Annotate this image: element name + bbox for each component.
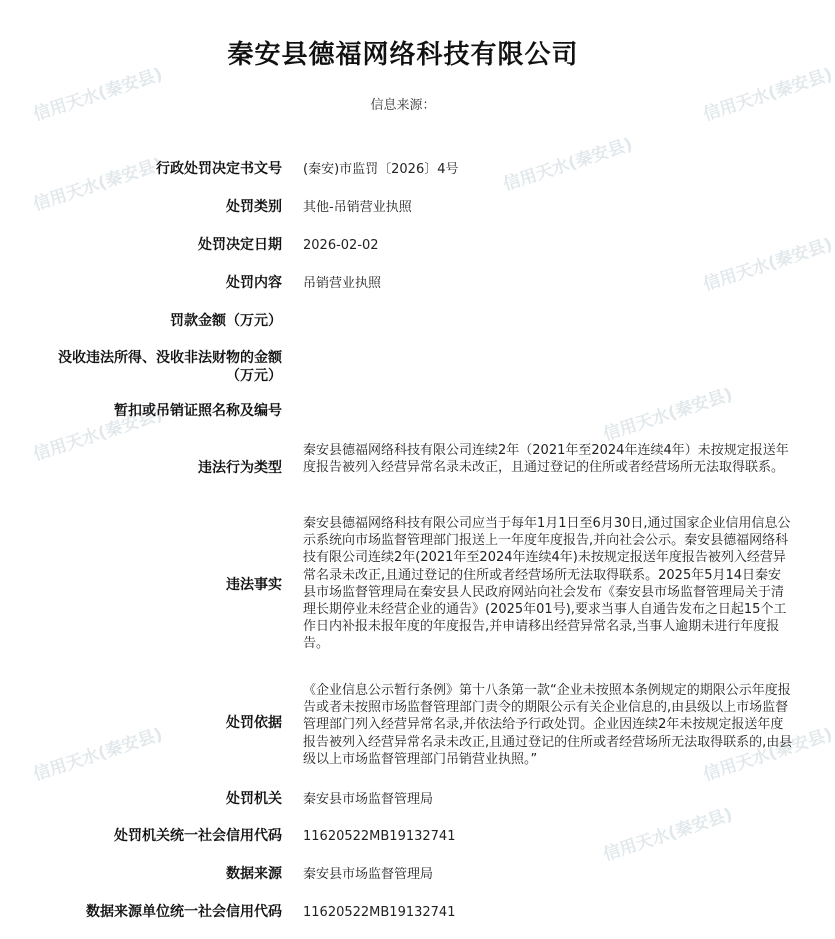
field-value: 吊销营业执照 [303,276,382,291]
watermark: 信用天水(秦安县) [600,804,736,866]
field-value: 秦安县市场监督管理局 [303,792,434,807]
field-label: 处罚依据 [226,715,282,731]
watermark: 信用天水(秦安县) [30,404,166,466]
watermark: 信用天水(秦安县) [500,134,636,196]
field-value: 2026-02-02 [303,238,379,253]
watermark: 信用天水(秦安县) [30,724,166,786]
watermark: 信用天水(秦安县) [700,64,835,126]
field-value: 11620522MB19132741 [303,829,456,844]
field-label: 罚款金额（万元） [170,313,282,329]
field-label: 处罚机关统一社会信用代码 [114,828,282,844]
page-title: 秦安县德福网络科技有限公司 [227,40,579,70]
field-label: 处罚内容 [226,275,282,291]
field-value: 11620522MB19132741 [303,905,456,920]
field-label: 暂扣或吊销证照名称及编号 [114,403,282,419]
field-label: 数据来源单位统一社会信用代码 [86,904,282,920]
source-label: 信息来源： [370,98,436,113]
field-label: 处罚机关 [226,791,282,807]
field-value: 《企业信息公示暂行条例》第十八条第一款“企业未按照本条例规定的期限公示年度报告或者未按照市场监督管理部门责令的期限公示有关企业信息的,由县级以上市场监督管理部门列入经营异常名录,并依法给予行政处罚。企业因连续2年未按规定报送年度报告被列入经营异常名录未改正,且通过登记的住所或者经营场所无法取得联系的,由县级以上市场监督管理部门吊销营业执照。” [303,683,793,767]
field-value: 秦安县德福网络科技有限公司连续2年（2021年至2024年连续4年）未按规定报送年度报告被列入经营异常名录未改正，且通过登记的住所或者经营场所无法取得联系。 [303,443,789,476]
field-value: 其他-吊销营业执照 [303,200,412,215]
field-value: 秦安县市场监督管理局 [303,867,434,882]
field-label-unit: （万元） [226,368,282,384]
field-label: 没收违法所得、没收非法财物的金额 [58,350,282,366]
field-label: 数据来源 [226,866,282,882]
watermark: 信用天水(秦安县) [600,384,736,446]
watermark: 信用天水(秦安县) [30,64,166,126]
watermark: 信用天水(秦安县) [700,724,835,786]
field-label: 违法事实 [226,577,282,593]
field-value: (秦安)市监罚〔2026〕4号 [303,162,459,177]
field-label: 处罚类别 [226,199,282,215]
field-label: 处罚决定日期 [198,237,282,253]
field-value: 秦安县德福网络科技有限公司应当于每年1月1日至6月30日,通过国家企业信用信息公示系统向市场监督管理部门报送上一年度年度报告,并向社会公示。秦安县德福网络科技有限公司连续2年(2021年至2024年连续4年)未按规定报送年度报告被列入经营异常名录未改正,且通过登记的住所或者经营场所无法取得联系。2025年5月14日秦安县市场监督管理局在秦安县人民政府网站向社会发布《秦安县市场监督管理局关于清理长期停业未经营企业的通告》(2025年01号),要求当事人自通告发布之日起15个工作日内补报未报年度的年度报告,并申请移出经营异常名录,当事人逾期未进行年度报告。 [303,516,791,652]
watermark: 信用天水(秦安县) [700,234,835,296]
field-label: 违法行为类型 [198,460,282,476]
watermark: 信用天水(秦安县) [30,154,166,216]
field-label: 行政处罚决定书文号 [156,161,282,177]
